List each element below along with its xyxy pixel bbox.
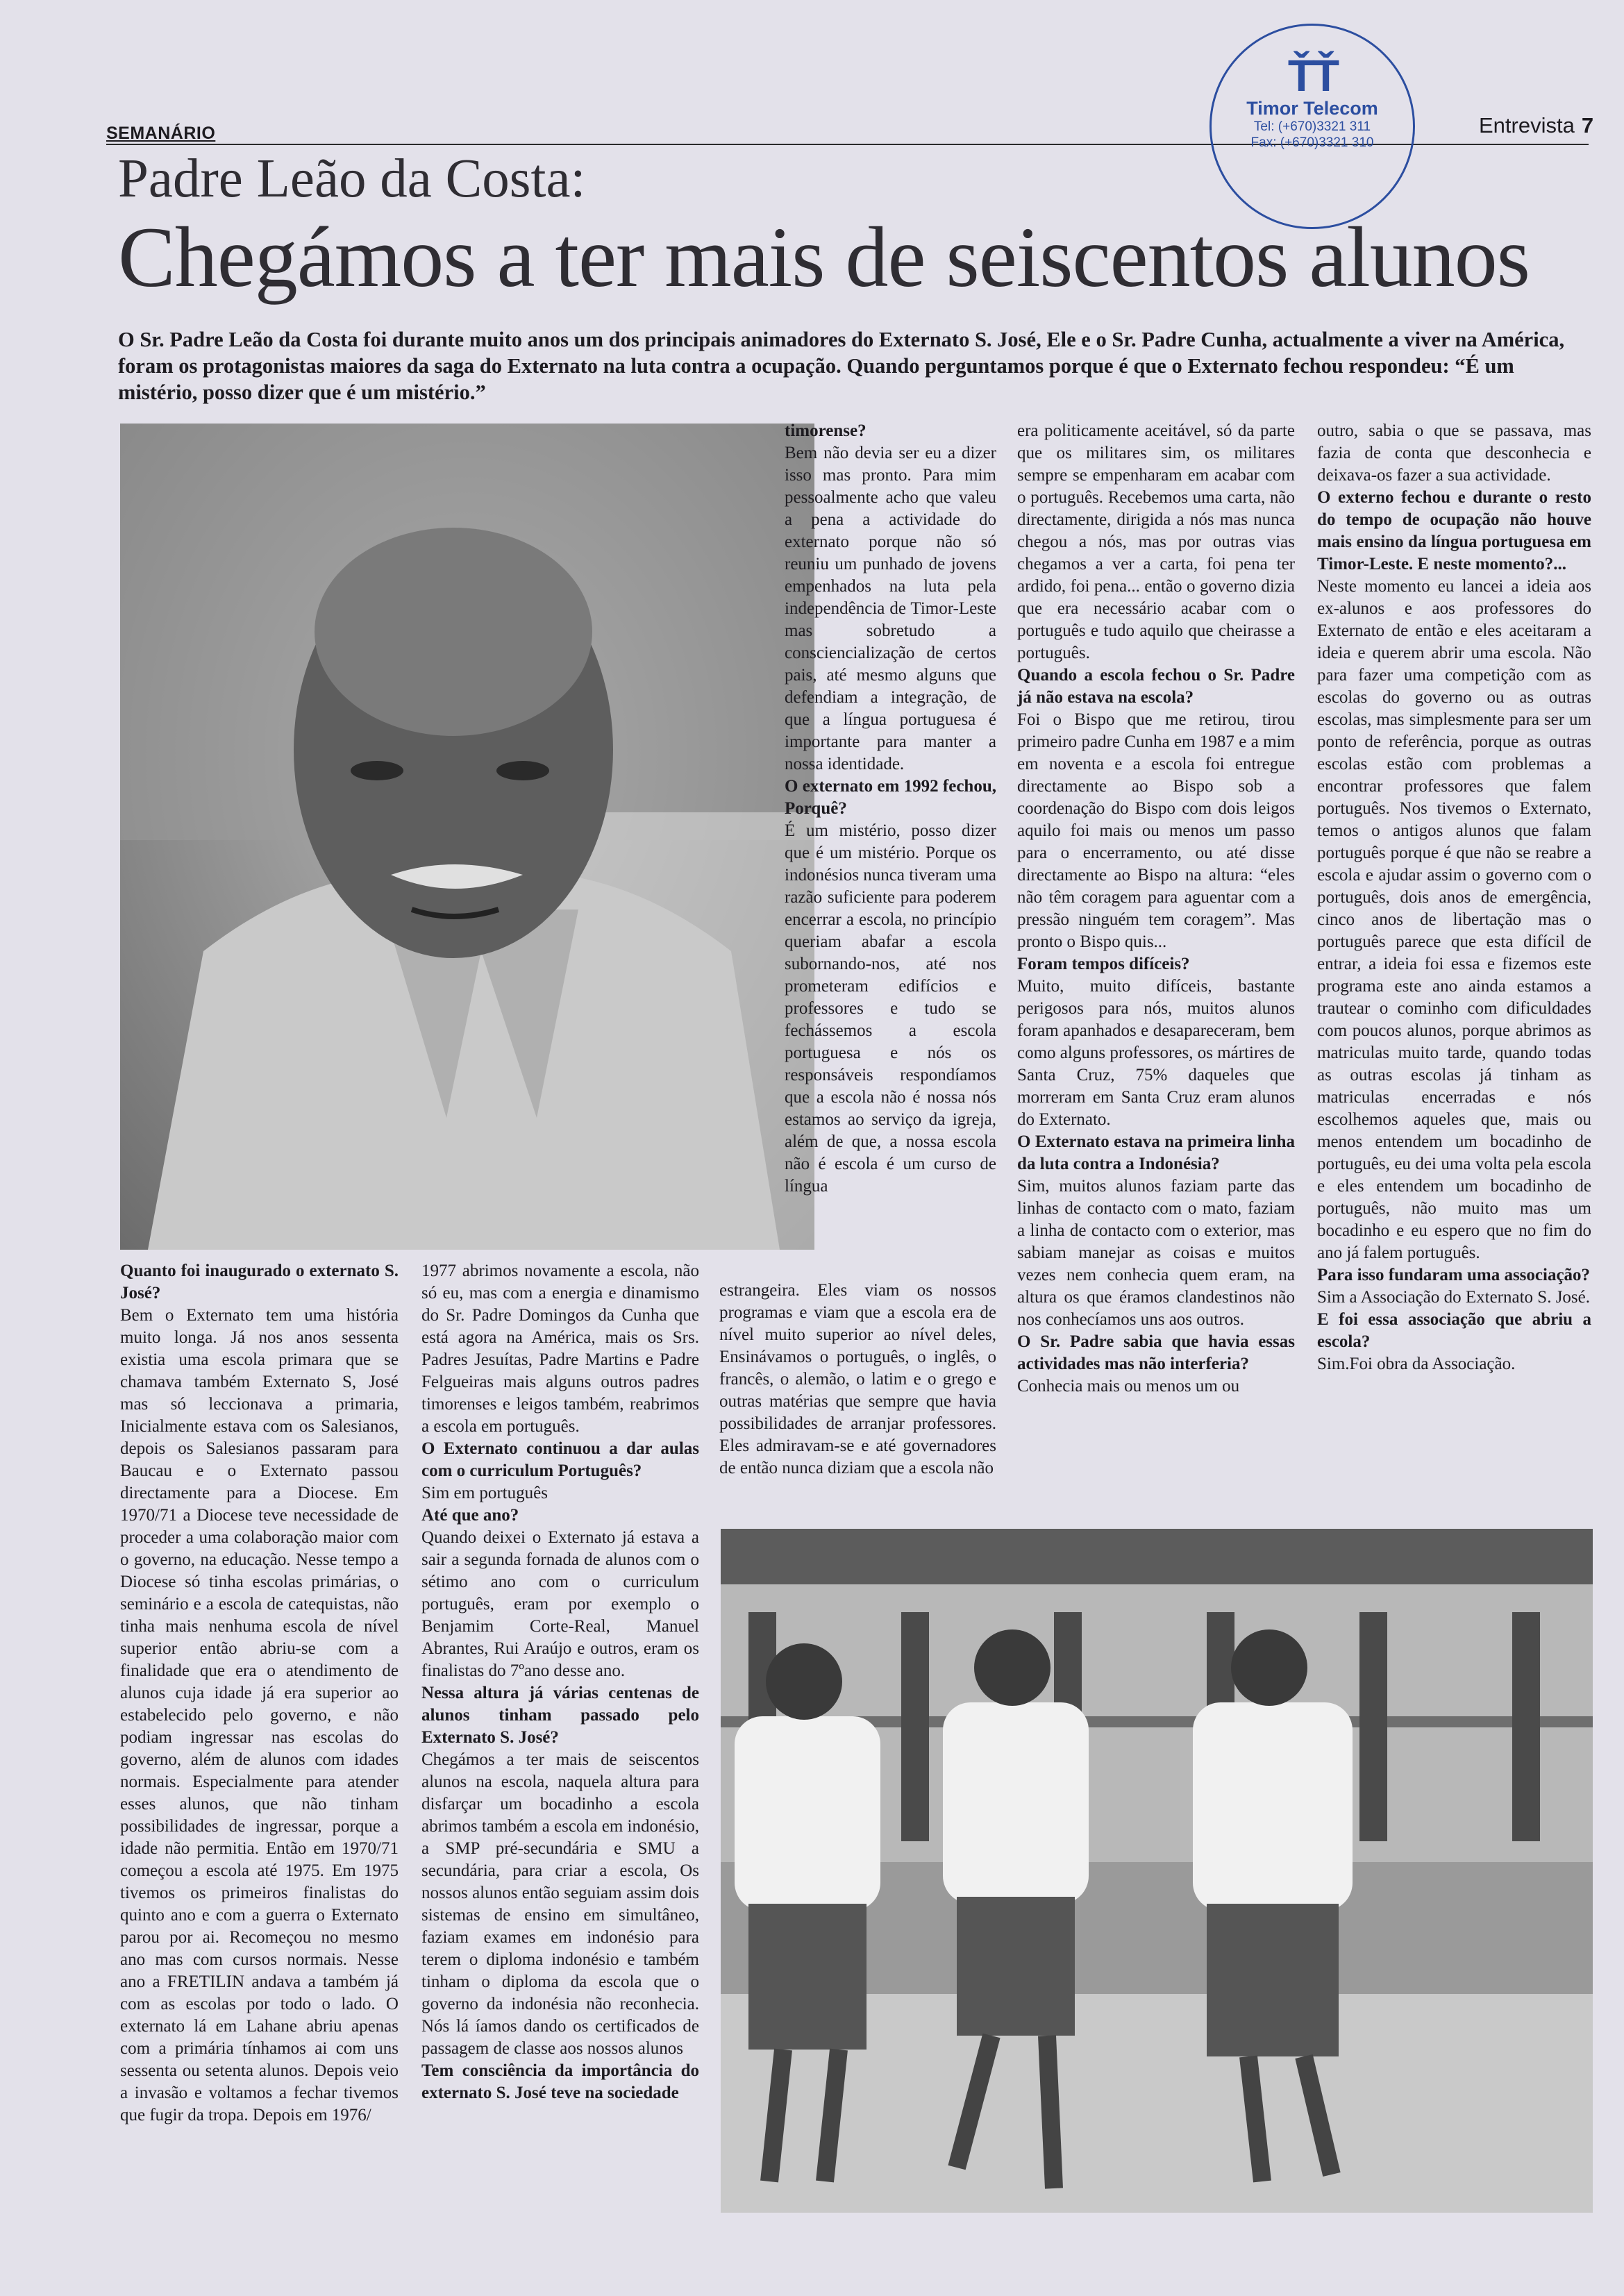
article-lede: O Sr. Padre Leão da Costa foi durante muito anos um dos principais animadores do Externato S. José, Ele e o Sr. Padre Cunha, actualmente a viver na América, foram os protagonistas maiores da saga do Externato na luta contra a ocupação. Quando perguntamos porque é que o Externato fechou respondeu: “É um mistério, posso dizer que é um mistério.” (118, 328, 1565, 404)
col2-answer: Chegámos a ter mais de seiscentos alunos na escola, naquela altura para disfarçar um bocadinho a escola abrimos também a escola em indonésio, a SMP pré-secundária e SMU a secundária, para criar a escola, Os nossos alunos então seguiam assim dois sistemas de ensino em simultâneo, faziam exames em indonésio para terem o diploma indonésio e também tinham o diploma da escola que o governo da indonésia não reconhecia. Nós lá íamos dando os certificados de passagem de classe aos nossos alunos (421, 1750, 699, 2058)
stamp-name: Timor Telecom (1246, 98, 1378, 119)
school-illustration (721, 1529, 1593, 2213)
col5-answer: outro, sabia o que se passava, mas fazia de conta que desconhecia e deixava-os fazer a sua actividade. (1317, 421, 1591, 485)
col5-answer: Sim a Associação do Externato S. José. (1317, 1288, 1590, 1307)
col4-question: O Externato estava na primeira linha da luta contra a Indonésia? (1017, 1132, 1295, 1173)
column-4 (1017, 420, 1295, 1398)
col4-answer: Conhecia mais ou menos um ou (1017, 1377, 1240, 1396)
telecom-logo-icon: ŤŤ (1287, 51, 1337, 101)
stamp-fax: Fax: (+670)3321 310 (1250, 135, 1374, 150)
col2-question: Tem consciência da importância do externato S. José teve na sociedade (421, 2061, 699, 2102)
col2-answer: Quando deixei o Externato já estava a sair a segunda fornada de alunos com o sétimo ano com o curriculum português, eram por exemplo o Benjamim Corte-Real, Manuel Abrantes, Rui Araújo e outros, eram os finalistas do 7ºano desse ano. (421, 1528, 699, 1680)
col4-question: Quando a escola fechou o Sr. Padre já não estava na escola? (1017, 666, 1295, 707)
col4-answer: Sim, muitos alunos faziam parte das linhas de contacto com o mato, faziam a linha de contacto com o exterior, mas sabiam manejar as coisas e muitos vezes nem conhecia quem eram, na altura os que éramos clandestinos não nos conhecíamos uns aos outros. (1017, 1177, 1295, 1329)
stamp-tel: Tel: (+670)3321 311 (1253, 119, 1371, 134)
portrait-photo (120, 424, 814, 1250)
portrait-illustration (120, 424, 814, 1250)
column-3 (785, 420, 996, 1198)
col3-answer: É um mistério, posso dizer que é um mistério. Porque os indonésios nunca tiveram uma razão suficiente para poderem encerrar a escola, no princípio queriam abafar a escola subornando-nos, até nos prometeram edifícios e professores e tudo se fechássemos a escola portuguesa e nós os responsáveis respondíamos que a escola não é nossa nós estamos ao serviço da igreja, além de que, a nossa escola não é escola é um curso de língua (785, 821, 996, 1196)
section-label (1479, 113, 1593, 138)
col5-question: O externo fechou e durante o resto do tempo de ocupação não houve mais ensino da língua portuguesa em Timor-Leste. E neste momento?... (1317, 488, 1591, 573)
col1-question: Quanto foi inaugurado o externato S. José? (120, 1262, 399, 1302)
col5-answer: Neste momento eu lancei a ideia aos ex-alunos e aos professores do Externato de então e eles aceitaram a ideia e querem abrir uma escola. Não para fazer uma competição com as escolas do governo ou as outras escolas, mas simplesmente para ser um ponto de referência, porque as outras escolas estão com problemas a encontrar professores que falem português. Nos tivemos o Externato, temos o antigos alunos que falam português porque é que não se reabre a escola e ajudar assim o governo com o português, dois anos de emergência, cinco anos de libertação mas o português parece que esta difícil de entrar, a ideia foi essa e fizemos este programa este ano ainda estamos a trautear o cominho com dificuldades com poucos alunos, porque abrimos as matriculas muito tarde, quando todas as outras escolas já tinham as matriculas encerradas e nós escolhemos aqueles que, mais ou menos entendem um bocadinho de português, eu dei uma volta pela escola e eles entendem um bocadinho de português, não muito mas um bocadinho e eu espero que no fim do ano já falem português. (1317, 577, 1591, 1262)
column-1 (120, 1260, 399, 2127)
section-name: Entrevista (1479, 113, 1575, 137)
col4-answer: era politicamente aceitável, só da parte que os militares sim, os militares sempre se empenharam em acabar com o português. Recebemos uma carta, não directamente, dirigida a nós mas nunca chegou a nós, mas por outras vias chegamos a ver a carta, foi pena ter ardido, foi pena... então o governo dizia que era necessário acabar com o português e tudo aquilo que cheirasse a português. (1017, 421, 1295, 662)
col3-answer: estrangeira. Eles viam os nossos programas e viam que a escola era de nível muito superior ao nível deles, Ensinávamos o português, o inglês, o francês, o alemão, o latim e o grego e outras matérias que sempre que havia possibilidades de arranjar professores. Eles admiravam-se e até governadores de então nunca diziam que a escola não (719, 1281, 996, 1477)
col5-answer: Sim.Foi obra da Associação. (1317, 1355, 1516, 1373)
col2-answer: Sim em português (421, 1484, 548, 1502)
masthead: SEMANÁRIO (106, 124, 216, 143)
col4-question: O Sr. Padre sabia que havia essas actividades mas não interferia? (1017, 1332, 1295, 1373)
column-5 (1317, 420, 1591, 1375)
column-2 (421, 1260, 699, 2104)
col4-question: Foram tempos difíceis? (1017, 955, 1190, 973)
col3-question: O externato em 1992 fechou, Porquê? (785, 777, 996, 818)
page-number: 7 (1581, 113, 1594, 137)
timor-telecom-stamp (1209, 24, 1415, 229)
article-headline: Chegámos a ter mais de seiscentos alunos (118, 210, 1530, 305)
col4-answer: Muito, muito difíceis, bastante perigosos para nós, muitos alunos foram apanhados e desapareceram, bem como alguns professores, os mártires de Santa Cruz, 75% daqueles que morreram em Santa Cruz eram alunos do Externato. (1017, 977, 1295, 1129)
column-3-continued (719, 1280, 996, 1480)
col5-question: Para isso fundaram uma associação? (1317, 1266, 1591, 1284)
col3-question: timorense? (785, 421, 867, 440)
col2-question: O Externato continuou a dar aulas com o curriculum Português? (421, 1439, 699, 1480)
school-photo (721, 1529, 1593, 2213)
col2-question: Até que ano? (421, 1506, 519, 1525)
col4-answer: Foi o Bispo que me retirou, tirou primeiro padre Cunha em 1987 e a mim em noventa e a escola foi entregue directamente ao Bispo sob a coordenação do Bispo com dois leigos aquilo foi mais ou menos um passo para o encerramento, ou até disse directamente ao Bispo na altura: “eles não têm coragem para aguentar com a pressão ninguém tem coragem”. Mas pronto o Bispo quis... (1017, 710, 1295, 951)
col5-question: E foi essa associação que abriu a escola? (1317, 1310, 1591, 1351)
col2-answer: 1977 abrimos novamente a escola, não só eu, mas com a energia e dinamismo do Sr. Padre Domingos da Cunha que está agora na América, mais os Srs. Padres Jesuítas, Padre Martins e Padre Felgueiras mais alguns outros padres timorenses e leigos também, reabrimos a escola em português. (421, 1262, 699, 1436)
article-kicker: Padre Leão da Costa: (118, 149, 586, 209)
col1-answer: Bem o Externato tem uma história muito longa. Já nos anos sessenta existia uma escola primara que se chamava também Externato S, José mas só leccionava a primaria, Inicialmente estava com os Salesianos, depois os Salesianos passaram para Baucau e o Externato passou directamente para a Diocese. Em 1970/71 a Diocese teve necessidade de proceder a uma colaboração maior com o governo, na educação. Nesse tempo a Diocese só tinha escolas primárias, o seminário e a escola de catequistas, não tinha mais nenhuma escola de nível superior então abriu-se com a finalidade que era o atendimento de alunos cuja idade já era superior ao estabelecido pelo governo, e não podiam ingressar nas escolas do governo, além de alunos com idades normais. Especialmente para atender esses alunos, que não tinham possibilidades de ingressar, porque a idade não permitia. Então em 1970/71 começou a escola até 1975. Em 1975 tivemos os primeiros finalistas do quinto ano e com a guerra o Externato parou por ai. Recomeçou no mesmo ano mas com cursos normais. Nesse ano a FRETILIN andava a também já com as escolas por todo o lado. O externato lá em Lahane abriu apenas com a primária tínhamos ai com uns sessenta ou setenta alunos. Depois veio a invasão e voltamos a fechar tivemos que fugir da tropa. Depois em 1976/ (120, 1306, 399, 2125)
col3-answer: Bem não devia ser eu a dizer isso mas pronto. Para mim pessoalmente acho que valeu a pena a actividade do externato porque não só reuniu um punhado de jovens empenhados na luta pela independência de Timor-Leste mas sobretudo a consciencialização de certos pais, até mesmo alguns que defendiam a integração, de que a língua portuguesa é importante para manter a nossa identidade. (785, 444, 996, 773)
col2-question: Nessa altura já várias centenas de alunos tinham passado pelo Externato S. José? (421, 1684, 699, 1747)
